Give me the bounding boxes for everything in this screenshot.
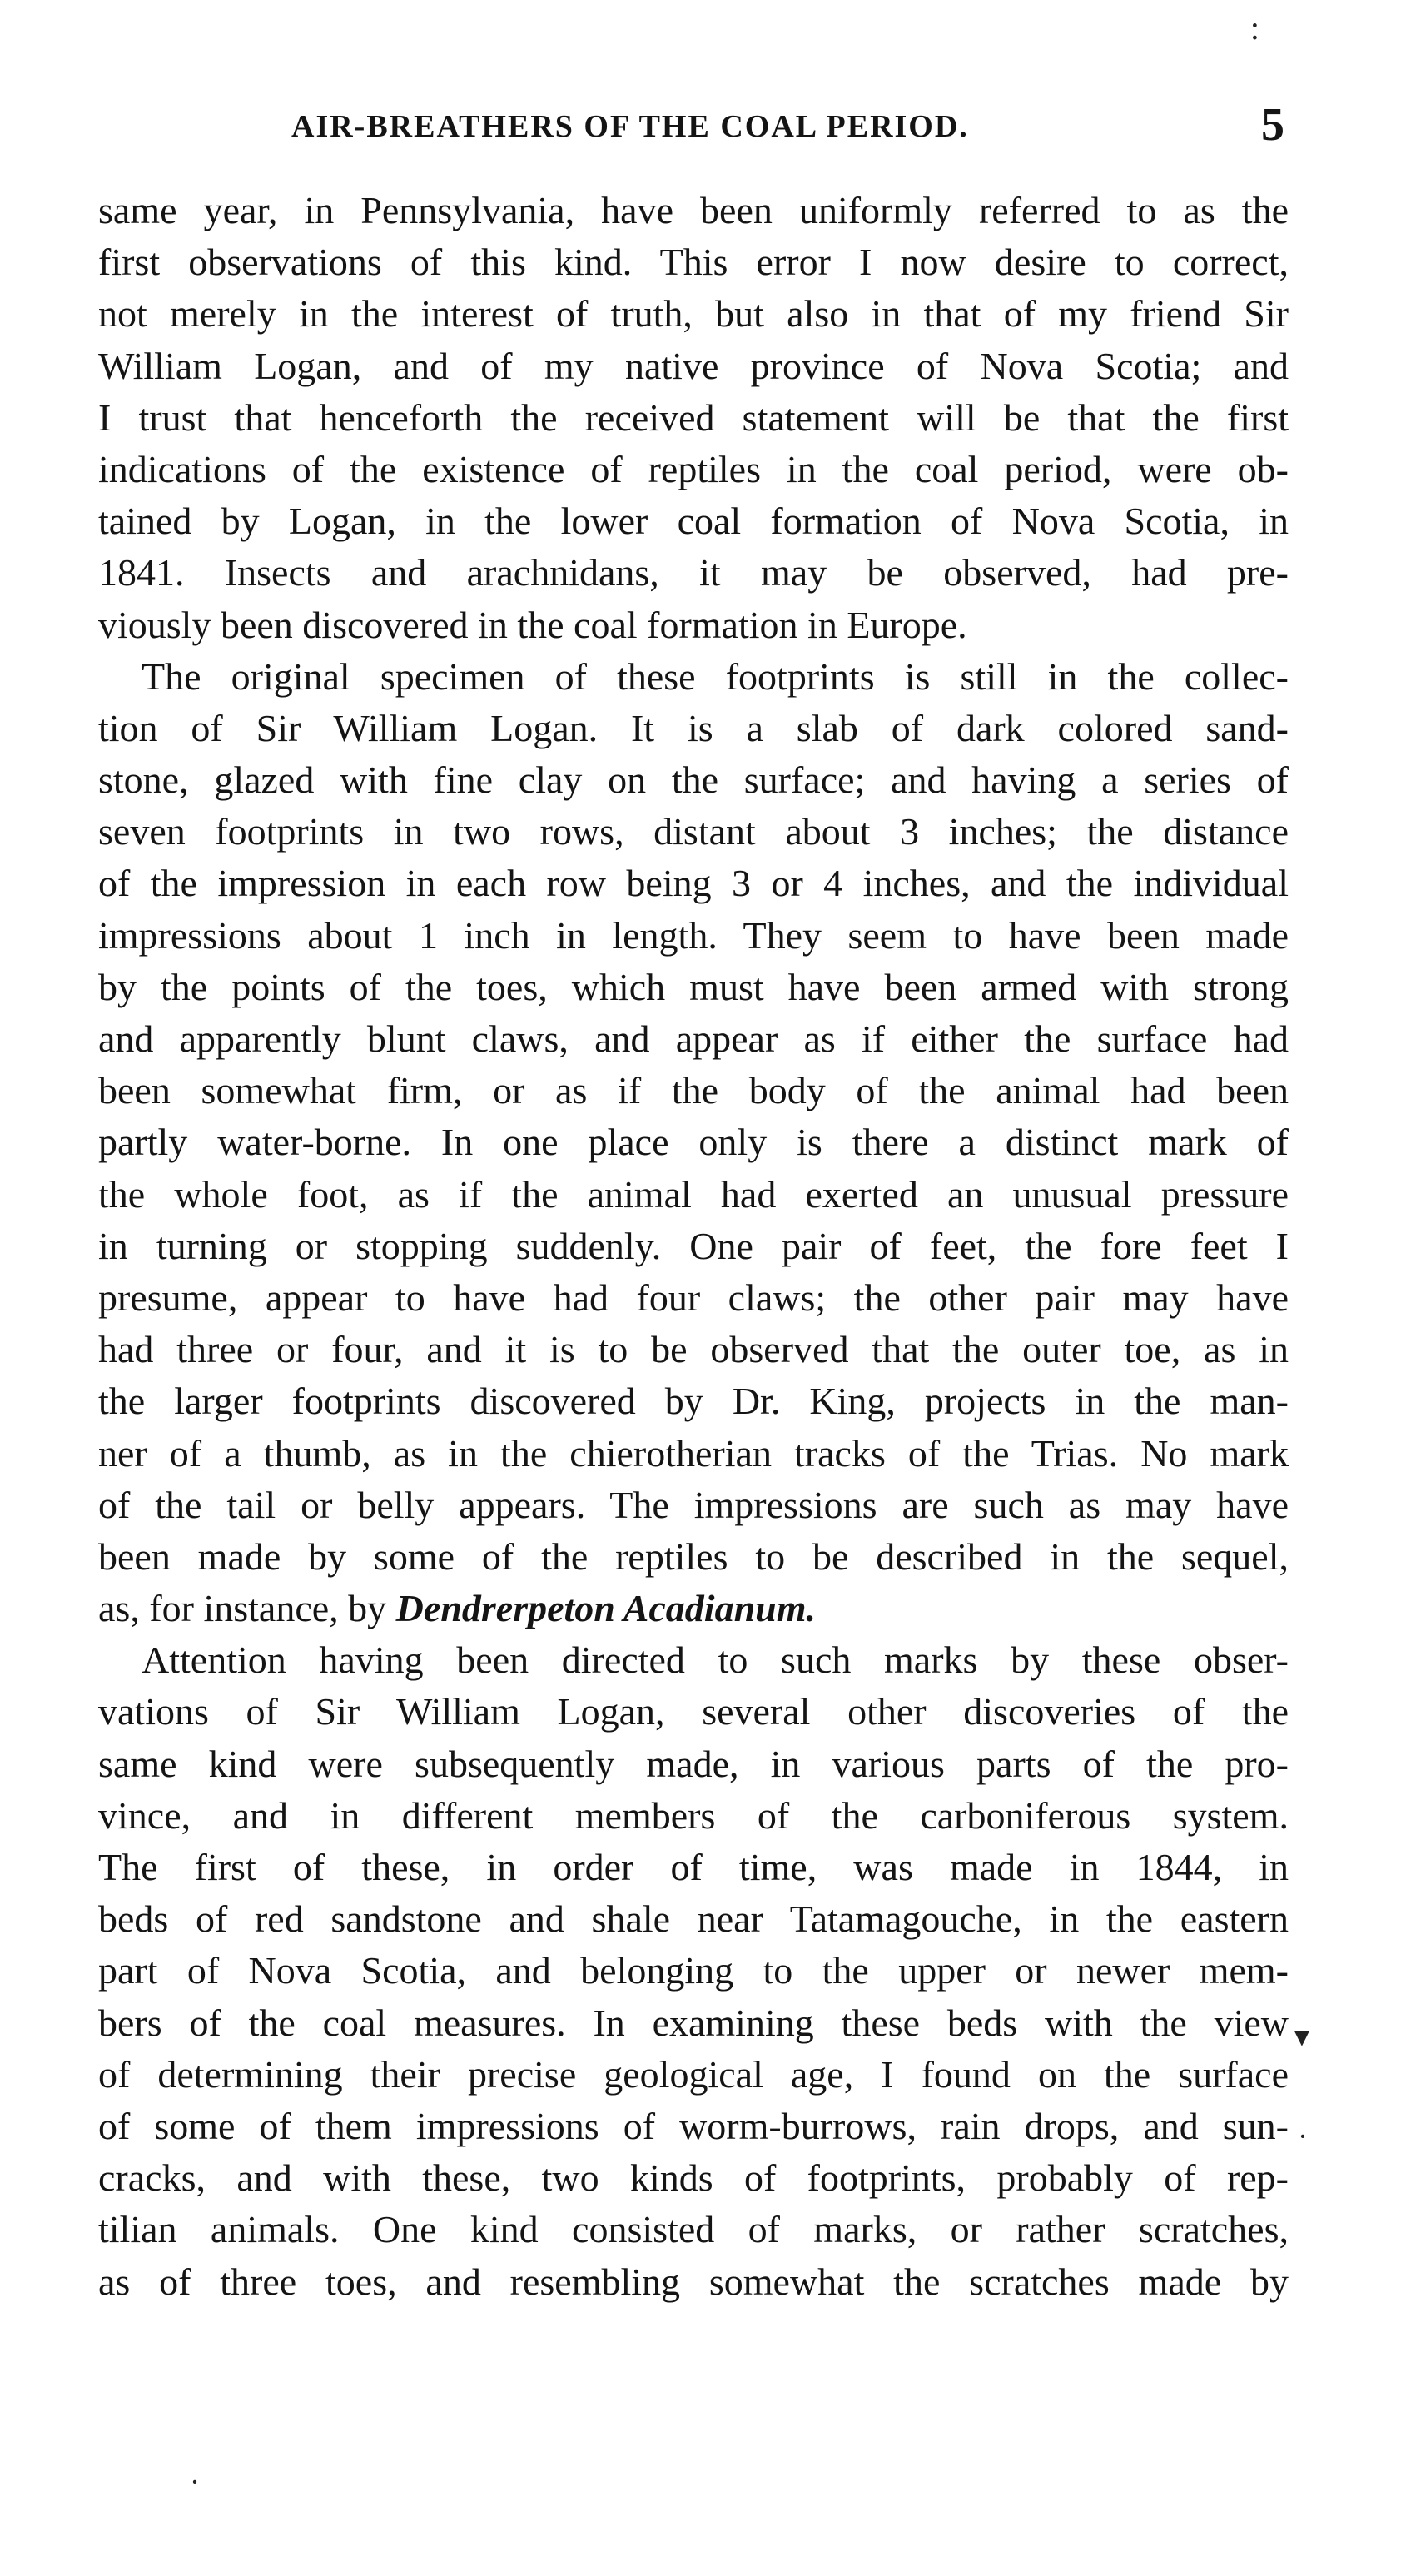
text-line-prefix: as, for instance, by xyxy=(98,1587,396,1630)
text-line: tained by Logan, in the lower coal formation of Nova Scotia, in xyxy=(98,500,1289,543)
margin-mark-side: · xyxy=(1298,2120,1308,2153)
text-line: the larger footprints discovered by Dr. King, projects in the man- xyxy=(98,1380,1289,1423)
text-line: impressions about 1 inch in length. They seem to have been made xyxy=(98,913,1289,957)
running-head: AIR-BREATHERS OF THE COAL PERIOD. xyxy=(291,109,969,144)
text-line: Attention having been directed to such marks by these obser- xyxy=(142,1639,1289,1682)
species-name: Dendrerpeton Acadianum. xyxy=(395,1587,817,1630)
text-line: The original specimen of these footprints is still in the collec- xyxy=(142,654,1289,698)
text-line: vations of Sir William Logan, several other discoveries of the xyxy=(98,1690,1289,1733)
text-line: same kind were subsequently made, in various parts of the pro- xyxy=(98,1742,1289,1785)
margin-mark-top: : xyxy=(1249,9,1259,47)
paragraph-3 xyxy=(98,1634,1289,2307)
text-line: seven footprints in two rows, distant about 3 inches; the distance xyxy=(98,810,1289,853)
text-line: part of Nova Scotia, and belonging to the upper or newer mem- xyxy=(98,1949,1289,1992)
text-line: of determining their precise geological age, I found on the surface xyxy=(98,2052,1289,2096)
text-line: William Logan, and of my native province of Nova Scotia; and xyxy=(98,344,1289,387)
text-line: of some of them impressions of worm-burrows, rain drops, and sun- xyxy=(98,2104,1289,2147)
text-line: vince, and in different members of the carboniferous system. xyxy=(98,1793,1289,1837)
text-line: presume, appear to have had four claws; the other pair may have xyxy=(98,1276,1289,1319)
text-line: I trust that henceforth the received statement will be that the first xyxy=(98,395,1289,439)
text-line: been made by some of the reptiles to be described in the sequel, xyxy=(98,1534,1289,1578)
paragraph-2 xyxy=(98,651,1289,1635)
text-line: 1841. Insects and arachnidans, it may be observed, had pre- xyxy=(98,551,1289,594)
text-line: tilian animals. One kind consisted of marks, or rather scratches, xyxy=(98,2208,1289,2251)
text-line: partly water-borne. In one place only is there a distinct mark of xyxy=(98,1121,1289,1164)
text-line: the whole foot, as if the animal had exerted an unusual pressure xyxy=(98,1172,1289,1216)
text-line: bers of the coal measures. In examining these beds with the view xyxy=(98,2001,1289,2044)
paragraph-1 xyxy=(98,185,1289,651)
margin-mark-side: ▾ xyxy=(1294,2020,1309,2053)
page-number: 5 xyxy=(1261,99,1284,151)
text-line: been somewhat firm, or as if the body of the animal had been xyxy=(98,1069,1289,1112)
text-line: tion of Sir William Logan. It is a slab of dark colored sand- xyxy=(98,706,1289,749)
text-line: of the impression in each row being 3 or 4 inches, and the individual xyxy=(98,862,1289,905)
text-line: ner of a thumb, as in the chierotherian tracks of the Trias. No mark xyxy=(98,1431,1289,1474)
text-line: had three or four, and it is to be observed that the outer toe, as in xyxy=(98,1328,1289,1371)
text-line: cracks, and with these, two kinds of footprints, probably of rep- xyxy=(98,2156,1289,2200)
text-line: by the points of the toes, which must have been armed with strong xyxy=(98,965,1289,1008)
text-line: The first of these, in order of time, was made in 1844, in xyxy=(98,1846,1289,1888)
text-line: of the tail or belly appears. The impressions are such as may have xyxy=(98,1483,1289,1526)
text-line: and apparently blunt claws, and appear as if either the surface had xyxy=(98,1017,1289,1060)
text-line: in turning or stopping suddenly. One pair of feet, the fore feet I xyxy=(98,1224,1289,1267)
text-line: stone, glazed with fine clay on the surface; and having a series of xyxy=(98,758,1289,802)
text-line: as of three toes, and resembling somewhat the scratches made by xyxy=(98,2260,1289,2303)
text-line: first observations of this kind. This error I now desire to correct, xyxy=(98,241,1289,284)
text-line: beds of red sandstone and shale near Tatamagouche, in the eastern xyxy=(98,1897,1289,1941)
text-line: indications of the existence of reptiles in the coal period, were ob- xyxy=(98,447,1289,490)
margin-mark-bottom: · xyxy=(190,2465,200,2499)
body-text xyxy=(98,185,1289,2308)
text-line: viously been discovered in the coal formation in Europe. xyxy=(98,603,967,646)
text-line: same year, in Pennsylvania, have been uniformly referred to as the xyxy=(98,189,1289,231)
text-line: not merely in the interest of truth, but also in that of my friend Sir xyxy=(98,292,1289,336)
text-line xyxy=(98,1583,1289,1634)
